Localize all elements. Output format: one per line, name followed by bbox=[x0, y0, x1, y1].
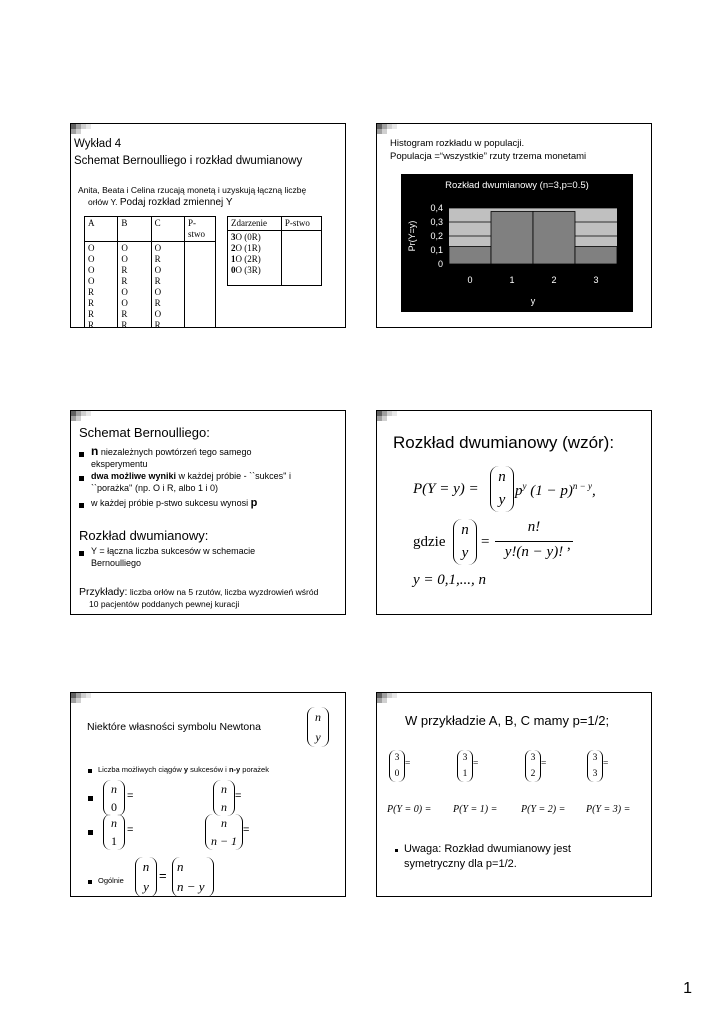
page-number: 1 bbox=[683, 980, 692, 997]
header-pstwo2: P-stwo bbox=[281, 217, 321, 231]
slide-2 bbox=[376, 123, 652, 328]
formula-support: y = 0,1,..., n bbox=[413, 572, 487, 588]
equals: = bbox=[127, 790, 134, 802]
equals: = bbox=[405, 759, 411, 769]
bullet-square-icon bbox=[79, 551, 84, 556]
binomial-symbol: n y bbox=[490, 466, 514, 512]
slide-3 bbox=[70, 410, 346, 615]
bullet-square-icon bbox=[88, 796, 93, 801]
slide3-heading2: Rozkład dwumianowy: bbox=[79, 528, 209, 543]
equals: = bbox=[473, 759, 479, 769]
binomial-symbol: n 1 bbox=[103, 814, 125, 850]
slide2-line2: Populacja =“wszystkie” rzuty trzema monetami bbox=[390, 151, 587, 162]
prob-y2: P(Y = 2) = bbox=[521, 804, 566, 815]
y-axis-label: Pr(Y=y) bbox=[407, 220, 417, 252]
slide-decoration bbox=[377, 411, 397, 422]
formula-comma: , bbox=[567, 537, 571, 553]
events-table bbox=[227, 216, 322, 286]
col-c-values: O R O R O R O R bbox=[151, 242, 184, 329]
slide1-task-line1: Anita, Beata i Celina rzucają monetą i uzyskują łączną liczbę bbox=[78, 185, 307, 195]
binomial-symbol: 3 3 bbox=[587, 750, 603, 782]
slide4-title: Rozkład dwumianowy (wzór): bbox=[393, 433, 615, 452]
slide5-title: Niektóre własności symbolu Newtona bbox=[87, 721, 261, 733]
slide3-heading1: Schemat Bernoulliego: bbox=[79, 425, 210, 440]
header-b: B bbox=[118, 217, 151, 242]
equals: = bbox=[127, 824, 134, 836]
chart-title: Rozkład dwumianowy (n=3,p=0.5) bbox=[445, 180, 589, 191]
examples-line1: Przykłady: liczba orłów na 5 rzutów, liczba wyzdrowień wśród bbox=[79, 586, 319, 598]
equals: = bbox=[603, 759, 609, 769]
bullet2-line1: dwa możliwe wyniki w każdej próbie - ``sukces'' i bbox=[91, 471, 292, 481]
binomial-symbol: n y bbox=[135, 857, 157, 897]
slide6-title: W przykładzie A, B, C mamy p=1/2; bbox=[405, 713, 610, 728]
ogolnie-label: Ogólnie bbox=[98, 876, 124, 885]
formula-pmf-lhs: P(Y = y) = bbox=[413, 481, 479, 497]
prob-y0: P(Y = 0) = bbox=[387, 804, 432, 815]
x-axis-label: y bbox=[530, 296, 536, 306]
gdzie-label: gdzie bbox=[413, 534, 446, 550]
bar-1 bbox=[491, 212, 533, 265]
fraction-numerator: n! bbox=[527, 519, 541, 535]
slide-decoration bbox=[377, 693, 397, 704]
x-tick-label: 1 bbox=[509, 275, 515, 285]
bullet1-line1: n niezależnych powtórzeń tego samego bbox=[91, 444, 252, 458]
slide-decoration bbox=[71, 411, 91, 422]
col-b-values: O O R R O O R R bbox=[118, 242, 151, 329]
bar-0 bbox=[449, 247, 491, 265]
slide-decoration bbox=[377, 124, 397, 135]
x-tick-label: 2 bbox=[551, 275, 557, 285]
y-tick-label: 0,4 bbox=[430, 203, 443, 213]
x-tick-label: 3 bbox=[593, 275, 599, 285]
binomial-symbol: n 0 bbox=[103, 780, 125, 816]
slide1-task-line2: orłów Y. Podaj rozkład zmiennej Y bbox=[88, 197, 233, 208]
binomial-symbol: n n − 1 bbox=[205, 814, 243, 850]
note-line2: symetryczny dla p=1/2. bbox=[404, 858, 517, 870]
bullet-sequences: Liczba możliwych ciągów y sukcesów i n-y porażek bbox=[98, 765, 269, 774]
equals: = bbox=[541, 759, 547, 769]
binomial-symbol: n y bbox=[453, 519, 477, 565]
binomial-symbol: n n − y bbox=[172, 857, 214, 897]
bar-3 bbox=[575, 247, 617, 265]
slide1-line2: Schemat Bernoulliego i rozkład dwumianowy bbox=[74, 155, 303, 167]
histogram-chart bbox=[401, 174, 633, 312]
prob-y1: P(Y = 1) = bbox=[453, 804, 498, 815]
examples-line2: 10 pacjentów poddanych pewnej kuracji bbox=[89, 599, 240, 609]
bullet4-line2: Bernoulliego bbox=[91, 558, 142, 568]
slide-1 bbox=[70, 123, 346, 328]
binomial-symbol: n y bbox=[307, 707, 329, 747]
bullet-square-icon bbox=[88, 880, 92, 884]
binomial-symbol: 3 2 bbox=[525, 750, 541, 782]
slide-decoration bbox=[71, 693, 91, 704]
note-line1: Uwaga: Rozkład dwumianowy jest bbox=[404, 843, 571, 855]
formula-eq: = bbox=[481, 534, 490, 550]
events-pstwo-values bbox=[281, 231, 321, 286]
equals: = bbox=[243, 824, 250, 836]
slide-5 bbox=[70, 692, 346, 897]
slide1-line1: Wykład 4 bbox=[74, 138, 122, 150]
binomial-symbol: n n bbox=[213, 780, 235, 816]
slide-decoration bbox=[71, 124, 91, 135]
header-c: C bbox=[151, 217, 184, 242]
slide-6 bbox=[376, 692, 652, 897]
bullet3: w każdej próbie p-stwo sukcesu wynosi p bbox=[91, 497, 258, 509]
bullet4-line1: Y = łączna liczba sukcesów w schemacie bbox=[91, 546, 256, 556]
prob-y3: P(Y = 3) = bbox=[586, 804, 631, 815]
bullet-square-icon bbox=[79, 476, 84, 481]
bar-2 bbox=[533, 212, 575, 265]
y-tick-label: 0,3 bbox=[430, 217, 443, 227]
bullet2-line2: ``porażka'' (np. O i R, albo 1 i 0) bbox=[91, 483, 218, 493]
equals: = bbox=[159, 868, 167, 883]
y-tick-label: 0,2 bbox=[430, 231, 443, 241]
bullet-square-icon bbox=[79, 452, 84, 457]
y-tick-label: 0,1 bbox=[430, 245, 443, 255]
slide2-line1: Histogram rozkładu w populacji. bbox=[390, 138, 525, 149]
fraction-denominator: y!(n − y)! bbox=[504, 544, 564, 560]
bullet-square-icon bbox=[88, 769, 92, 773]
formula-pmf-rhs: $p^y$ $(1 - p)^{n - y}$, bbox=[515, 481, 596, 499]
bullet-square-icon bbox=[395, 849, 398, 852]
events-values: 3O (0R) 2O (1R) 1O (2R) 0O (3R) bbox=[228, 231, 282, 286]
col-pstwo-values bbox=[185, 242, 216, 329]
x-tick-label: 0 bbox=[467, 275, 473, 285]
binomial-symbol: 3 1 bbox=[457, 750, 473, 782]
col-a-values: O O O O R R R R bbox=[85, 242, 118, 329]
y-tick-label: 0 bbox=[437, 259, 443, 269]
bullet-square-icon bbox=[88, 830, 93, 835]
bullet1-line2: eksperymentu bbox=[91, 459, 148, 469]
equals: = bbox=[235, 790, 242, 802]
bullet-square-icon bbox=[79, 503, 84, 508]
outcomes-table bbox=[84, 216, 216, 328]
fraction-bar bbox=[495, 541, 573, 542]
binomial-symbol: 3 0 bbox=[389, 750, 405, 782]
header-pstwo: P-stwo bbox=[185, 217, 216, 242]
slide-4 bbox=[376, 410, 652, 615]
header-a: A bbox=[85, 217, 118, 242]
header-zdarzenie: Zdarzenie bbox=[228, 217, 282, 231]
